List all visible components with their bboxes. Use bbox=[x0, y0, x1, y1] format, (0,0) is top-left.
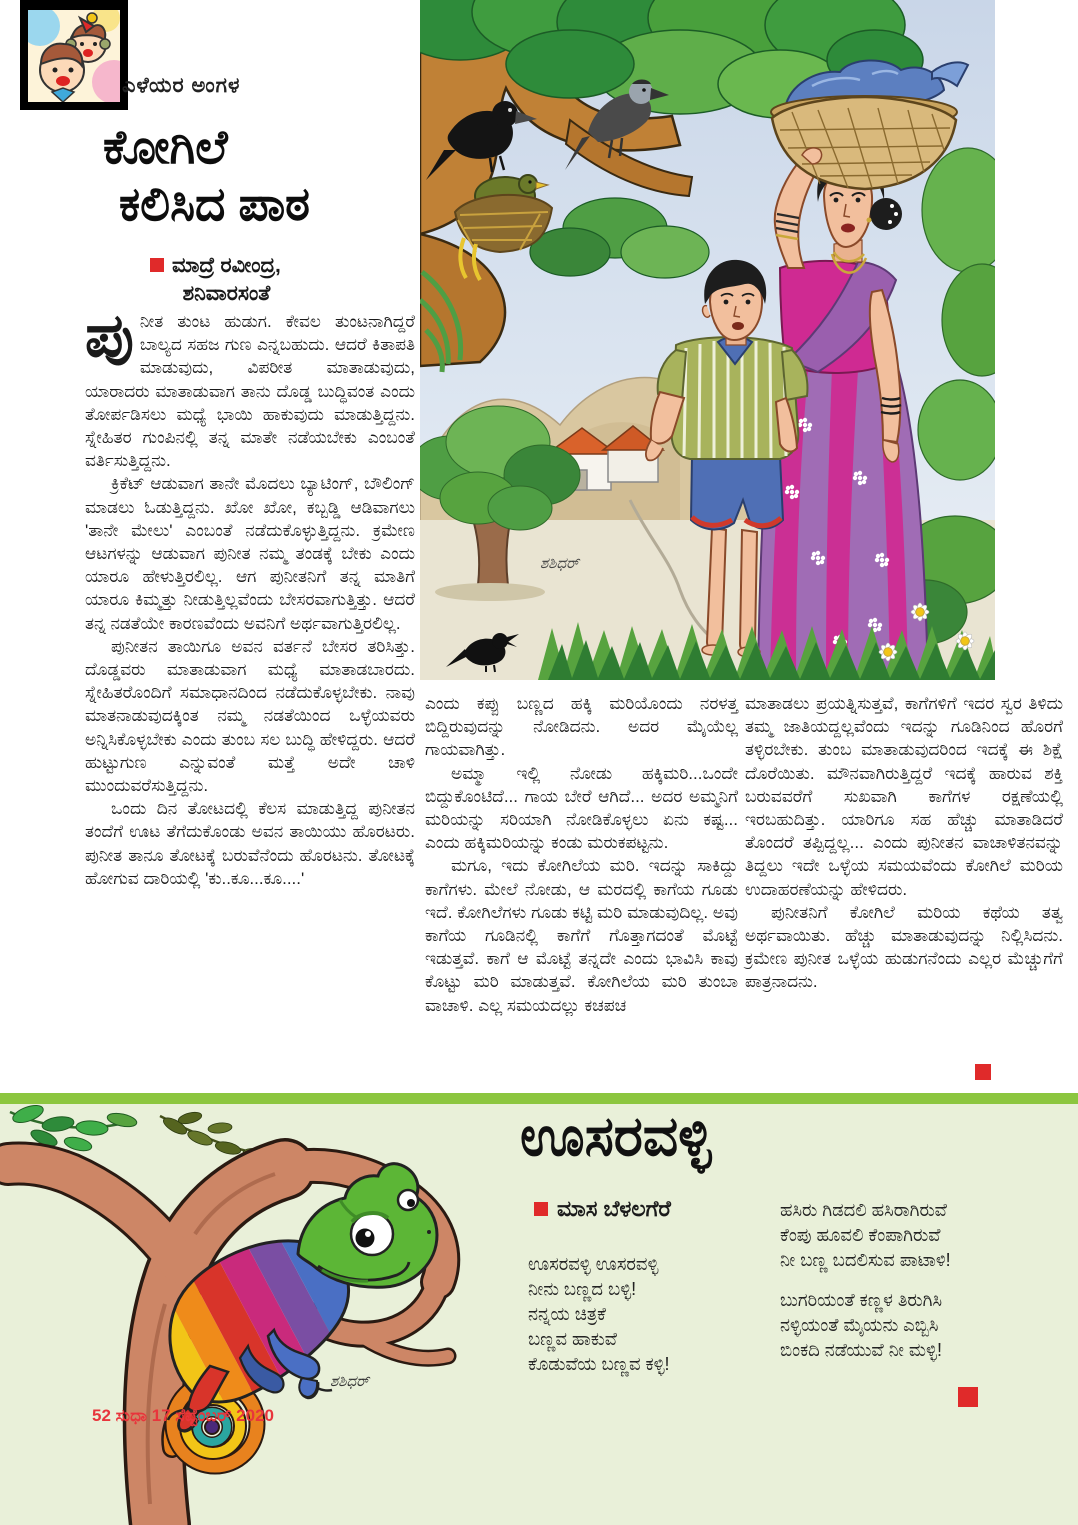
artist-signature: ಶಶಿಧರ್ bbox=[330, 1373, 369, 1390]
page-footer: 52 ಸುಧಾ 17 ಸೆಪ್ಟೆಂಬರ್ 2020 bbox=[92, 1406, 274, 1425]
poem-stanza-3 bbox=[780, 1288, 942, 1363]
poem-line: ಬುಗರಿಯಂತೆ ಕಣ್ಣಳ ತಿರುಗಿಸಿ bbox=[780, 1290, 943, 1310]
poem-author: ಮಾಸ ಬೆಳಲಗೆರೆ bbox=[557, 1196, 671, 1221]
paragraph: ಮಗೂ, ಇದು ಕೋಗಿಲೆಯ ಮರಿ. ಇದನ್ನು ಸಾಕಿದ್ದು ಕಾಗೆಗಳು. ಮೇಲೆ ನೋಡು, ಆ ಮರದಲ್ಲಿ ಕಾಗೆಯ ಗೂಡು ಇದೆ. ಕೋಗಿಲೆಗಳು ಗೂಡು ಕಟ್ಟಿ ಮರಿ ಮಾಡುವುದಿಲ್ಲ. ಅವು ಕಾಗೆಯ ಗೂಡಿನಲ್ಲಿ ಕಾಗೆಗೆ ಗೊತ್ತಾಗದಂತೆ ಮೊಟ್ಟೆ ಇಡುತ್ತವೆ. ಕಾಗೆ ಆ ಮೊಟ್ಟೆ ತನ್ನದೇ ಎಂದು ಭಾವಿಸಿ ಕಾವು ಕೊಟ್ಟು ಮರಿ ಮಾಡುತ್ತವೆ. ಕೋಗಿಲೆಯ ಮರಿ ತುಂಬಾ ವಾಚಾಳಿ. ಎಲ್ಲ ಸಮಯದಲ್ಲು ಕಚಪಚ bbox=[425, 856, 738, 1015]
paragraph bbox=[85, 302, 415, 472]
magazine-kids-logo bbox=[20, 0, 128, 110]
paragraph-text: ನೀತ ತುಂಟ ಹುಡುಗ. ಕೇವಲ ತುಂಟನಾಗಿದ್ದರೆ ಬಾಲ್ಯದ ಸಹಜ ಗುಣ ಎನ್ನಬಹುದು. ಆದರೆ ಕಿತಾಪತಿ ಮಾಡುವುದು, ವಿಪರೀತ ಮಾತಾಡುವುದು, ಯಾರಾದರು ಮಾತಾಡುವಾಗ ತಾನು ದೊಡ್ಡ ಬುದ್ಧಿವಂತ ಎಂದು ತೋರ್ಪಡಿಸಲು ಮಧ್ಯೆ ಭಾಯಿ ಹಾಕುವುದು ಮಾಡುತ್ತಿದ್ದನು. ಸ್ನೇಹಿತರ ಗುಂಪಿನಲ್ಲಿ ತನ್ನ ಮಾತೇ ನಡೆಯಬೇಕು ಎಂಬಂತೆ ವರ್ತಿಸುತ್ತಿದ್ದನು. bbox=[85, 312, 415, 471]
story-illustration bbox=[420, 0, 995, 680]
paragraph: ಪುನೀತನ ತಾಯಿಗೂ ಅವನ ವರ್ತನೆ ಬೇಸರ ತರಿಸಿತ್ತು. ದೊಡ್ಡವರು ಮಾತಾಡುವಾಗ ಮಧ್ಯೆ ಮಾತಾಡಬಾರದು. ಸ್ನೇಹಿತರೊಂದಿಗೆ ಸಮಾಧಾನದಿಂದ ನಡೆದುಕೊಳ್ಳಬೇಕು. ನಾವು ಮಾತನಾಡುವುದಕ್ಕಿಂತ ನಮ್ಮ ನಡತೆಯಿಂದ ಒಳ್ಳೆಯವರು ಅನ್ನಿಸಿಕೊಳ್ಳಬೇಕು ಎಂದು ತುಂಬ ಸಲ ಬುದ್ಧಿ ಹೇಳಿದ್ದರು. ಆದರೆ ಹುಟ್ಟುಗುಣ ಎನ್ನುವಂತೆ ಮತ್ತೆ ಅದೇ ಚಾಳಿ ಮುಂದುವರೆಸುತ್ತಿದ್ದನು. bbox=[85, 636, 415, 796]
paragraph: ಮಾತಾಡಲು ಪ್ರಯತ್ನಿಸುತ್ತವೆ, ಕಾಗೆಗಳಿಗೆ ಇದರ ಸ್ವರ ತಿಳಿದು ತಮ್ಮ ಜಾತಿಯದ್ದಲ್ಲವೆಂದು ಇದನ್ನು ಗೂಡಿನಿಂದ ಹೊರಗೆ ತಳ್ಳಿರಬೇಕು. ತುಂಬ ಮಾತಾಡುವುದರಿಂದ ಇದಕ್ಕೆ ಈ ಶಿಕ್ಷೆ ದೊರೆಯಿತು. ಮೌನವಾಗಿರುತ್ತಿದ್ದರೆ ಇದಕ್ಕೆ ಹಾರುವ ಶಕ್ತಿ ಬರುವವರೆಗೆ ಸುಖವಾಗಿ ಕಾಗೆಗಳ ರಕ್ಷಣೆಯಲ್ಲಿ ಇರಬಹುದಿತ್ತು. ಯಾರಿಗೂ ಸಹ ಹೆಚ್ಚು ಮಾತಾಡಿದರೆ ತೊಂದರೆ ತಪ್ಪಿದ್ದಲ್ಲ... ಎಂದು ಪುನೀತನ ವಾಚಾಳಿತನವನ್ನು ತಿದ್ದಲು ಇದೇ ಒಳ್ಳೆಯ ಸಮಯವೆಂದು ಕೋಗಿಲೆ ಮರಿಯ ಉದಾಹರಣೆಯನ್ನು ಹೇಳಿದರು. bbox=[745, 694, 1063, 899]
section-divider-bar bbox=[0, 1093, 1078, 1104]
poem-line: ನಳ್ಳಿಯಂತೆ ಮೈಯನು ಎಬ್ಬಿಸಿ bbox=[780, 1315, 939, 1335]
artist-signature: ಶಶಿಧರ್ bbox=[540, 555, 579, 572]
paragraph: ಒಂದು ದಿನ ತೋಟದಲ್ಲಿ ಕೆಲಸ ಮಾಡುತ್ತಿದ್ದ ಪುನೀತನ ತಂದೆಗೆ ಊಟ ತೆಗೆದುಕೊಂಡು ಅವನ ತಾಯಿಯು ಹೊರಟರು. ಪುನೀತ ತಾನೂ ತೋಟಕ್ಕೆ ಬರುವೆನೆಂದು ಹೊರಟನು. ತೋಟಕ್ಕೆ ಹೋಗುವ ದಾರಿಯಲ್ಲಿ 'ಕು..ಕೂ...ಕೂ....' bbox=[85, 799, 415, 888]
article-title-line1: ಕೋಗಿಲೆ bbox=[103, 120, 228, 173]
daisy-flower-icon bbox=[911, 603, 929, 621]
daisy-flower-icon bbox=[956, 632, 974, 650]
article-column-1 bbox=[85, 302, 415, 890]
article-end-square bbox=[975, 1064, 991, 1080]
article-column-2 bbox=[425, 692, 738, 1017]
poem-line: ಬಣ್ಣವ ಹಾಕುವೆ bbox=[528, 1329, 617, 1349]
poem-byline bbox=[534, 1196, 671, 1222]
paragraph: ಕ್ರಿಕೆಟ್ ಆಡುವಾಗ ತಾನೇ ಮೊದಲು ಬ್ಯಾಟಿಂಗ್, ಬೌಲಿಂಗ್ ಮಾಡಲು ಓಡುತ್ತಿದ್ದನು. ಖೋ ಖೋ, ಕಬ್ಬಡ್ಡಿ ಆಡಿವಾಗಲು 'ತಾನೇ ಮೇಲು' ಎಂಬಂತೆ ನಡೆದುಕೊಳ್ಳುತ್ತಿದ್ದನು. ಕ್ರಮೇಣ ಆಟಗಳನ್ನು ಆಡುವಾಗ ಪುನೀತ ನಮ್ಮ ತಂಡಕ್ಕೆ ಬೇಕು ಎಂದು ಯಾರೂ ಹೇಳುತ್ತಿರಲಿಲ್ಲ. ಆಗ ಪುನೀತನಿಗೆ ತನ್ನ ಮಾತಿಗೆ ಯಾರೂ ಕಿಮ್ಮತ್ತು ನೀಡುತ್ತಿಲ್ಲವೆಂದು ಬೇಸರವಾಗುತ್ತಿತ್ತು. ಆದರೆ ತನ್ನ ನಡತೆಯೇ ಕಾರಣವೆಂದು ಅವನಿಗೆ ಅರ್ಥವಾಗುತ್ತಿರಲಿಲ್ಲ. bbox=[85, 474, 415, 633]
poem-line: ಊಸರವಳ್ಳಿ ಊಸರವಳ್ಳಿ bbox=[528, 1254, 659, 1274]
article-column-3 bbox=[745, 692, 1063, 994]
article-byline bbox=[150, 252, 281, 308]
poem-line: ಕೆಂಪು ಹೂವಲಿ ಕೆಂಪಾಗಿರುವೆ bbox=[780, 1225, 941, 1245]
paragraph: ಪುನೀತನಿಗೆ ಕೋಗಿಲೆ ಮರಿಯ ಕಥೆಯ ತತ್ವ ಅರ್ಥವಾಯಿತು. ಹೆಚ್ಚು ಮಾತಾಡುವುದನ್ನು ನಿಲ್ಲಿಸಿದನು. ಕ್ರಮೇಣ ಪುನೀತ ಒಳ್ಳೆಯ ಹುಡುಗನೆಂದು ಎಲ್ಲರ ಮೆಚ್ಚುಗೆಗೆ ಪಾತ್ರನಾದನು. bbox=[745, 902, 1063, 992]
poem-stanza-2 bbox=[780, 1198, 951, 1273]
poem-line: ಬಿಂಕದಿ ನಡೆಯುವೆ ನೀ ಮಳ್ಳಿ! bbox=[780, 1340, 942, 1360]
drop-cap: ಪು bbox=[85, 302, 134, 369]
paragraph: ಅಮ್ಮಾ ಇಲ್ಲಿ ನೋಡು ಹಕ್ಕಿಮರಿ...ಒಂದೇ ಬಿದ್ದುಕೊಂಟಿದೆ... ಗಾಯ ಬೇರೆ ಆಗಿದೆ... ಅದರ ಅಮ್ಮನಿಗೆ ಮರಿಯನ್ನು ಸರಿಯಾಗಿ ನೋಡಿಕೊಳ್ಳಲು ಏನು ಕಷ್ಟ... ಎಂದು ಹಕ್ಕಿಮರಿಯನ್ನು ಕಂಡು ಮರುಕಪಟ್ಟನು. bbox=[425, 763, 738, 853]
article-title bbox=[103, 118, 310, 232]
poem-stanza-1 bbox=[528, 1252, 670, 1377]
poem-line: ಕೊಡುವೆಯ ಬಣ್ಣವ ಕಳ್ಳಿ! bbox=[528, 1354, 670, 1374]
kids-cartoon-icon bbox=[28, 10, 120, 102]
article-title-line2: ಕಲಿಸಿದ ಪಾಠ bbox=[119, 177, 311, 230]
daisy-flower-icon bbox=[879, 643, 897, 661]
red-square-bullet-icon bbox=[534, 1202, 548, 1216]
section-kicker: ಎಳೆಯರ ಅಂಗಳ bbox=[122, 74, 241, 97]
poem-line: ನೀ ಬಣ್ಣ ಬದಲಿಸುವ ಪಾಟಾಳಿ! bbox=[780, 1250, 951, 1270]
poem-line: ನೀನು ಬಣ್ಣದ ಬಳ್ಳಿ! bbox=[528, 1279, 637, 1299]
poem-line: ಹಸಿರು ಗಿಡದಲಿ ಹಸಿರಾಗಿರುವೆ bbox=[780, 1200, 947, 1220]
red-square-bullet-icon bbox=[150, 258, 164, 272]
poem-title: ಊಸರವಳ್ಳಿ bbox=[520, 1105, 712, 1167]
chameleon-illustration bbox=[0, 1104, 470, 1525]
author-place: ಶನಿವಾರಸಂತೆ bbox=[182, 282, 271, 305]
paragraph: ಎಂದು ಕಪ್ಪು ಬಣ್ಣದ ಹಕ್ಕಿ ಮರಿಯೊಂದು ನರಳತ್ತ ಬಿದ್ದಿರುವುದನ್ನು ನೋಡಿದನು. ಅದರ ಮೈಯೆಲ್ಲ ಗಾಯವಾಗಿತ್ತು. bbox=[425, 694, 738, 760]
poem-line: ನನ್ನಯ ಚಿತ್ರಕೆ bbox=[528, 1304, 606, 1324]
author-name: ಮಾದ್ರೆ ರವೀಂದ್ರ, bbox=[172, 254, 281, 277]
poem-end-square bbox=[958, 1387, 978, 1407]
